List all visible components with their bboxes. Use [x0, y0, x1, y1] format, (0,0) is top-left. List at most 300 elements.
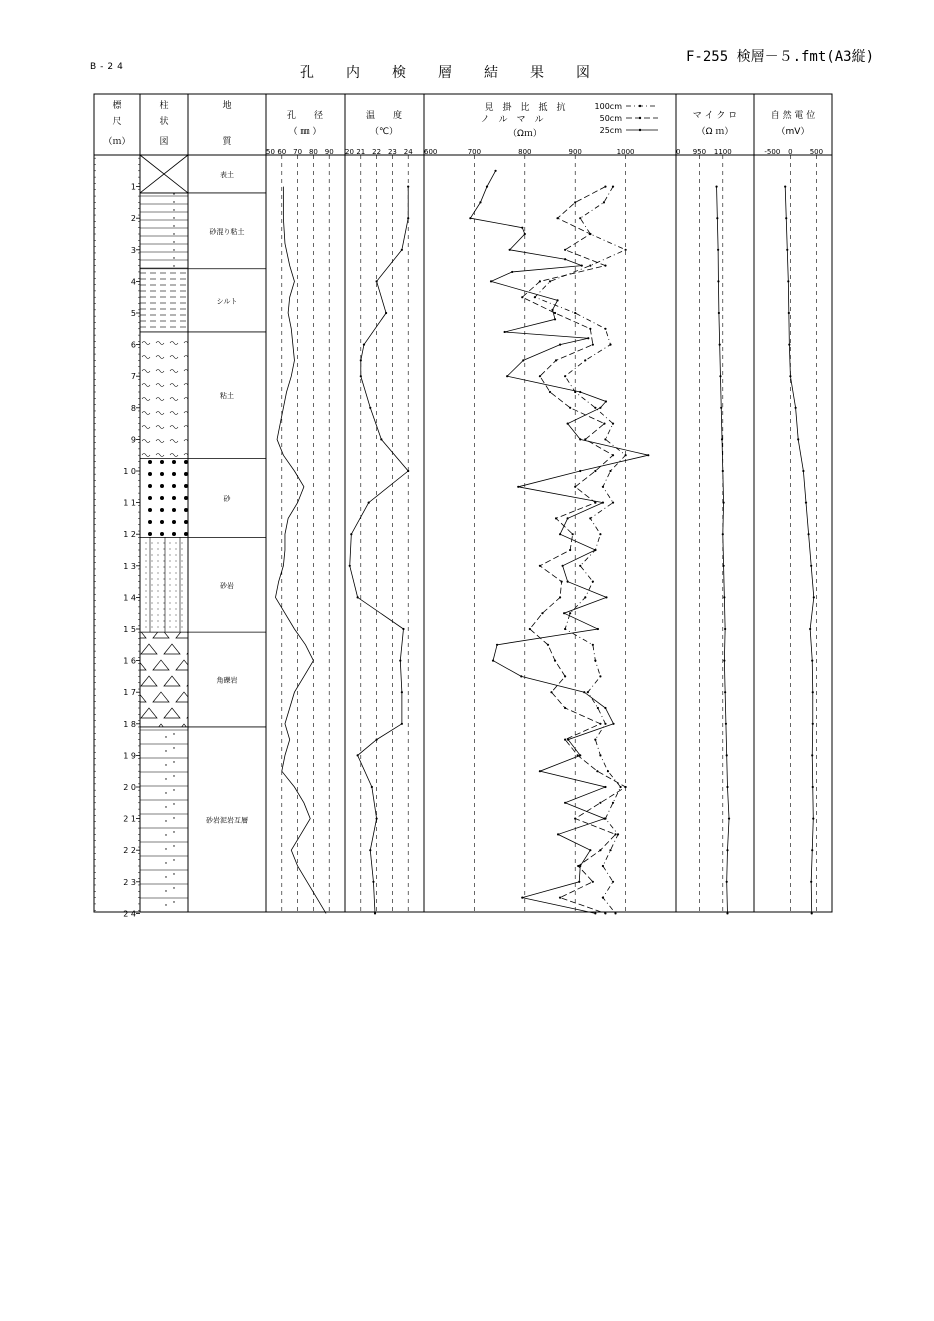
normal-25cm-point [551, 309, 553, 311]
sp-point [811, 912, 813, 914]
normal-50cm-point [555, 517, 557, 519]
normal-25cm-point [496, 644, 498, 646]
normal-100cm-point [625, 249, 627, 251]
depth-header: 尺 [112, 117, 122, 127]
normal-100cm-point [609, 849, 611, 851]
depth-label: 2 [130, 214, 136, 224]
sp-point [810, 565, 812, 567]
micro-point [719, 375, 721, 377]
normal-50cm-point [521, 296, 523, 298]
normal-25cm-point [559, 344, 561, 346]
sp-point [812, 691, 814, 693]
normal-25cm-point [479, 201, 481, 203]
depth-label: 9 [130, 435, 136, 445]
depth-label: 2 4 [123, 909, 136, 919]
normal-100cm-point [625, 454, 627, 456]
normal-25cm-point [539, 770, 541, 772]
normal-50cm-point [604, 265, 606, 267]
normal-100cm-point [587, 691, 589, 693]
normal-50cm-point [564, 675, 566, 677]
micro-point [719, 344, 721, 346]
micro-point [724, 691, 726, 693]
temperature-point [374, 912, 376, 914]
caliper-line [275, 187, 326, 914]
normal-50cm-point [599, 723, 601, 725]
normal-50cm-point [625, 786, 627, 788]
normal-100cm-point [592, 581, 594, 583]
legend-label-100cm: 100cm [594, 102, 622, 111]
sp-point [785, 217, 787, 219]
normal-25cm-point [597, 628, 599, 630]
micro-point [722, 502, 724, 504]
normal-100cm-point [599, 533, 601, 535]
normal-25cm-point [587, 337, 589, 339]
depth-label: 1 4 [123, 593, 136, 603]
normal-25cm-point [567, 739, 569, 741]
normal-25cm-point [486, 186, 488, 188]
depth-label: 7 [130, 372, 136, 382]
caliper-tick-label: 60 [277, 148, 287, 156]
normal-100cm-point [594, 407, 596, 409]
sp-point [810, 881, 812, 883]
depth-label: 8 [130, 403, 136, 413]
layer-name: 砂岩泥岩互層 [206, 816, 248, 825]
depth-label: 1 9 [123, 751, 136, 761]
normal-100cm-point [569, 612, 571, 614]
sp-point [805, 502, 807, 504]
resistivity-subtitle: ノ ル マ ル [480, 115, 544, 125]
normal-50cm-point [541, 612, 543, 614]
normal-50cm-point [574, 201, 576, 203]
normal-50cm-point [589, 328, 591, 330]
normal-50cm-point [592, 881, 594, 883]
temperature-line [350, 187, 408, 914]
normal-100cm-point [607, 770, 609, 772]
resistivity-unit: （Ωｍ） [508, 129, 542, 139]
normal-50cm-point [596, 770, 598, 772]
normal-25cm-point [509, 249, 511, 251]
depth-header: （ｍ） [103, 137, 131, 147]
normal-25cm-point [599, 407, 601, 409]
sp-point [809, 628, 811, 630]
temperature-point [399, 660, 401, 662]
depth-label: 1 6 [123, 656, 136, 666]
temperature-unit: （℃） [369, 127, 399, 137]
layer-pattern-silt [140, 269, 188, 332]
normal-100cm-point [604, 438, 606, 440]
micro-point [726, 881, 728, 883]
depth-label: 5 [130, 309, 136, 318]
temperature-point [350, 533, 352, 535]
layer-name: 砂混り粘土 [209, 227, 245, 236]
sp-point [813, 596, 815, 598]
depth-label: 2 3 [123, 877, 136, 887]
normal-50cm-point [559, 596, 561, 598]
micro-tick-label: 0 [676, 148, 681, 156]
normal-25cm-point [521, 227, 523, 229]
normal-50cm-point [559, 897, 561, 899]
legend-marker [639, 105, 641, 107]
sp-point [786, 249, 788, 251]
sp-tick-label: -500 [764, 148, 781, 156]
normal-25cm-point [594, 549, 596, 551]
layer-name: 角礫岩 [216, 676, 238, 685]
temperature-point [402, 628, 404, 630]
sp-point [787, 280, 789, 282]
temperature-point [369, 849, 371, 851]
normal-100cm-point [594, 660, 596, 662]
layer-name: 粘土 [220, 392, 234, 401]
normal-100cm-point [612, 186, 614, 188]
normal-50cm-point [594, 470, 596, 472]
sp-point [812, 723, 814, 725]
normal-25cm-point [564, 802, 566, 804]
normal-100cm-point [612, 802, 614, 804]
sp-tick-label: 0 [788, 148, 793, 156]
layer-pattern-breccia [140, 632, 188, 727]
normal-50cm-point [550, 691, 552, 693]
layer-name: 砂岩 [220, 581, 234, 590]
normal-100cm-point [603, 201, 605, 203]
depth-label: 1 8 [123, 719, 136, 729]
temperature-point [360, 359, 362, 361]
normal-50cm-point [594, 502, 596, 504]
normal-100cm-point [612, 502, 614, 504]
micro-point [716, 217, 718, 219]
layer-pattern-alternation [140, 727, 188, 912]
micro-point [722, 470, 724, 472]
normal-25cm-point [583, 691, 585, 693]
temperature-tick-label: 24 [403, 148, 413, 156]
temperature-point [401, 691, 403, 693]
temperature-point [385, 312, 387, 314]
sp-point [811, 754, 813, 756]
normal-25cm-point [579, 865, 581, 867]
normal-25cm-point [579, 438, 581, 440]
sp-point [797, 438, 799, 440]
sp-point [808, 533, 810, 535]
normal-25cm-point [579, 391, 581, 393]
normal-100cm-point [602, 865, 604, 867]
normal-100cm-point [589, 517, 591, 519]
micro-point [726, 912, 728, 914]
normal-25cm-point [557, 833, 559, 835]
micro-tick-label: 1100 [713, 148, 732, 156]
normal-50cm-point [603, 423, 605, 425]
micro-point [726, 754, 728, 756]
temperature-point [372, 881, 374, 883]
layer-name: 砂 [223, 494, 231, 503]
layer-pattern-sandstone [140, 537, 188, 632]
micro-point [723, 596, 725, 598]
normal-50cm-point [556, 217, 558, 219]
depth-label: 1 3 [123, 561, 136, 571]
sp-point [784, 186, 786, 188]
caliper-tick-label: 90 [324, 148, 334, 156]
depth-label: 1 5 [123, 625, 136, 634]
column-log-header: 状 [159, 117, 169, 127]
normal-100cm-point [584, 596, 586, 598]
normal-50cm-point [539, 280, 541, 282]
caliper-tick-label: 70 [293, 148, 303, 156]
legend-marker [639, 129, 641, 131]
column-log-header: 柱 [159, 101, 169, 111]
normal-50cm-point [555, 359, 557, 361]
sp-point [788, 312, 790, 314]
normal-100cm-point [604, 328, 606, 330]
normal-50cm-point [574, 486, 576, 488]
normal-100cm-point [534, 296, 536, 298]
depth-label: 4 [130, 277, 136, 287]
normal-25cm-point [556, 299, 558, 301]
sp-point [812, 818, 814, 820]
layer-name: 表土 [220, 170, 234, 179]
normal-100cm-point [564, 628, 566, 630]
depth-label: 2 1 [123, 814, 136, 824]
normal-25cm-point [581, 265, 583, 267]
depth-label: 1 0 [123, 467, 136, 476]
resistivity-title: 見 掛 比 抵 抗 [484, 103, 566, 113]
normal-25cm-point [563, 612, 565, 614]
normal-100cm-point [592, 644, 594, 646]
temperature-point [376, 739, 378, 741]
micro-unit: （Ω ｍ） [696, 127, 734, 137]
normal-25cm-point [605, 400, 607, 402]
normal-100cm-point [584, 359, 586, 361]
sp-point [811, 849, 813, 851]
micro-point [722, 565, 724, 567]
temperature-point [407, 217, 409, 219]
normal-100cm-point [597, 707, 599, 709]
normal-25cm-point [511, 271, 513, 273]
normal-50cm-line [522, 187, 625, 914]
temperature-point [357, 754, 359, 756]
micro-point [718, 312, 720, 314]
normal-25cm-point [521, 897, 523, 899]
caliper-unit: （ ㎜ ） [288, 127, 322, 137]
temperature-point [407, 470, 409, 472]
temperature-title: 温 度 [365, 111, 403, 121]
micro-point [726, 786, 728, 788]
micro-title: マ イ ク ロ [692, 111, 738, 121]
sp-point [789, 375, 791, 377]
sp-point [788, 344, 790, 346]
normal-25cm-point [469, 217, 471, 219]
micro-point [715, 186, 717, 188]
depth-label: 2 0 [123, 783, 136, 792]
caliper-tick-label: 50 [266, 148, 275, 156]
temperature-point [401, 723, 403, 725]
temperature-point [380, 438, 382, 440]
normal-25cm-point [578, 881, 580, 883]
resistivity-tick-label: 900 [568, 148, 582, 156]
normal-25cm-point [605, 596, 607, 598]
geology-header: 質 [222, 137, 232, 147]
normal-25cm-point [564, 258, 566, 260]
normal-50cm-point [572, 533, 574, 535]
normal-25cm-point [522, 359, 524, 361]
micro-point [723, 660, 725, 662]
normal-100cm-point [602, 486, 604, 488]
temperature-point [376, 280, 378, 282]
normal-25cm-point [602, 502, 604, 504]
normal-25cm-point [579, 470, 581, 472]
normal-100cm-point [599, 675, 601, 677]
normal-50cm-point [539, 375, 541, 377]
depth-label: 1 1 [123, 498, 136, 508]
normal-25cm-point [559, 533, 561, 535]
temperature-point [360, 375, 362, 377]
normal-100cm-point [599, 754, 601, 756]
micro-point [720, 407, 722, 409]
normal-25cm-point [504, 331, 506, 333]
normal-100cm-point [574, 312, 576, 314]
temperature-point [357, 596, 359, 598]
normal-100cm-point [612, 881, 614, 883]
depth-label: 1 [130, 182, 136, 192]
depth-label: 2 2 [123, 846, 136, 856]
sp-point [811, 660, 813, 662]
sp-point [812, 786, 814, 788]
normal-50cm-point [547, 644, 549, 646]
normal-50cm-point [554, 660, 556, 662]
temperature-point [369, 407, 371, 409]
main-title: 孔内検層結果図 [300, 65, 622, 81]
normal-50cm-point [554, 312, 556, 314]
depth-label: 6 [130, 340, 136, 350]
normal-25cm-point [603, 818, 605, 820]
normal-25cm-point [524, 233, 526, 235]
normal-50cm-point [577, 865, 579, 867]
normal-50cm-point [592, 344, 594, 346]
normal-25cm-point [554, 318, 556, 320]
normal-100cm-point [579, 217, 581, 219]
normal-25cm-point [594, 912, 596, 914]
normal-100cm-point [609, 470, 611, 472]
normal-100cm-point [614, 912, 616, 914]
normal-100cm-point [549, 280, 551, 282]
normal-100cm-point [579, 565, 581, 567]
normal-50cm-point [612, 454, 614, 456]
sp-title: 自 然 電 位 [770, 111, 816, 121]
column-log-header: 図 [159, 137, 169, 147]
micro-point [717, 249, 719, 251]
temperature-point [363, 344, 365, 346]
layer-pattern-clay [140, 332, 188, 458]
normal-25cm-line [470, 171, 648, 914]
normal-50cm-point [564, 249, 566, 251]
normal-25cm-point [494, 170, 496, 172]
normal-100cm-point [564, 375, 566, 377]
temperature-tick-label: 22 [372, 148, 382, 156]
layer-name: シルト [216, 297, 238, 306]
sp-point [795, 407, 797, 409]
layer-pattern-sandyclay [140, 193, 188, 269]
normal-100cm-point [602, 897, 604, 899]
normal-50cm-point [604, 912, 606, 914]
temperature-point [376, 818, 378, 820]
legend-marker [639, 117, 641, 119]
legend-label-50cm: 50cm [599, 114, 622, 123]
normal-50cm-point [589, 233, 591, 235]
temperature-point [407, 186, 409, 188]
file-label: F-255 検層－５.fmt(A3縦) [686, 49, 875, 65]
normal-25cm-point [567, 581, 569, 583]
micro-point [717, 280, 719, 282]
normal-50cm-point [599, 849, 601, 851]
normal-50cm-point [604, 186, 606, 188]
temperature-tick-label: 21 [356, 148, 366, 156]
sp-tick-label: 500 [809, 148, 824, 156]
micro-point [724, 628, 726, 630]
temperature-point [349, 565, 351, 567]
micro-point [728, 818, 730, 820]
normal-25cm-point [589, 849, 591, 851]
log-frame [94, 94, 832, 912]
resistivity-tick-label: 600 [424, 148, 438, 156]
temperature-point [368, 502, 370, 504]
resistivity-tick-label: 1000 [616, 148, 635, 156]
normal-25cm-point [492, 660, 494, 662]
temperature-point [401, 249, 403, 251]
normal-100cm-point [604, 723, 606, 725]
normal-25cm-point [567, 517, 569, 519]
normal-100cm-point [619, 786, 621, 788]
normal-50cm-point [560, 581, 562, 583]
borehole-id: B-24 [90, 62, 127, 72]
micro-tick-label: 950 [692, 148, 707, 156]
sp-unit: （mV） [776, 127, 810, 137]
normal-25cm-point [579, 754, 581, 756]
legend-label-25cm: 25cm [599, 126, 622, 135]
caliper-title: 孔 径 [286, 111, 324, 121]
normal-25cm-point [490, 280, 492, 282]
normal-100cm-point [594, 739, 596, 741]
sp-point [802, 470, 804, 472]
normal-25cm-point [604, 786, 606, 788]
normal-50cm-point [564, 739, 566, 741]
sp-line [785, 187, 814, 914]
micro-point [722, 533, 724, 535]
layer-pattern-sand [140, 458, 188, 537]
depth-label: 3 [130, 245, 136, 255]
normal-25cm-point [567, 423, 569, 425]
normal-100cm-point [612, 423, 614, 425]
temperature-tick-label: 23 [387, 148, 397, 156]
depth-header: 標 [112, 101, 122, 111]
normal-50cm-point [569, 549, 571, 551]
normal-50cm-point [574, 818, 576, 820]
normal-25cm-point [517, 486, 519, 488]
micro-point [726, 849, 728, 851]
caliper-tick-label: 80 [308, 148, 318, 156]
normal-50cm-point [614, 833, 616, 835]
depth-label: 1 2 [123, 530, 136, 540]
normal-100cm-point [617, 833, 619, 835]
normal-25cm-point [520, 675, 522, 677]
resistivity-tick-label: 700 [467, 148, 482, 156]
normal-25cm-point [604, 707, 606, 709]
normal-25cm-point [612, 723, 614, 725]
normal-50cm-point [549, 391, 551, 393]
normal-100cm-point [589, 265, 591, 267]
normal-25cm-point [562, 565, 564, 567]
normal-50cm-point [529, 628, 531, 630]
normal-50cm-point [569, 407, 571, 409]
temperature-tick-label: 20 [345, 148, 354, 156]
micro-point [725, 723, 727, 725]
normal-100cm-line [535, 187, 626, 914]
